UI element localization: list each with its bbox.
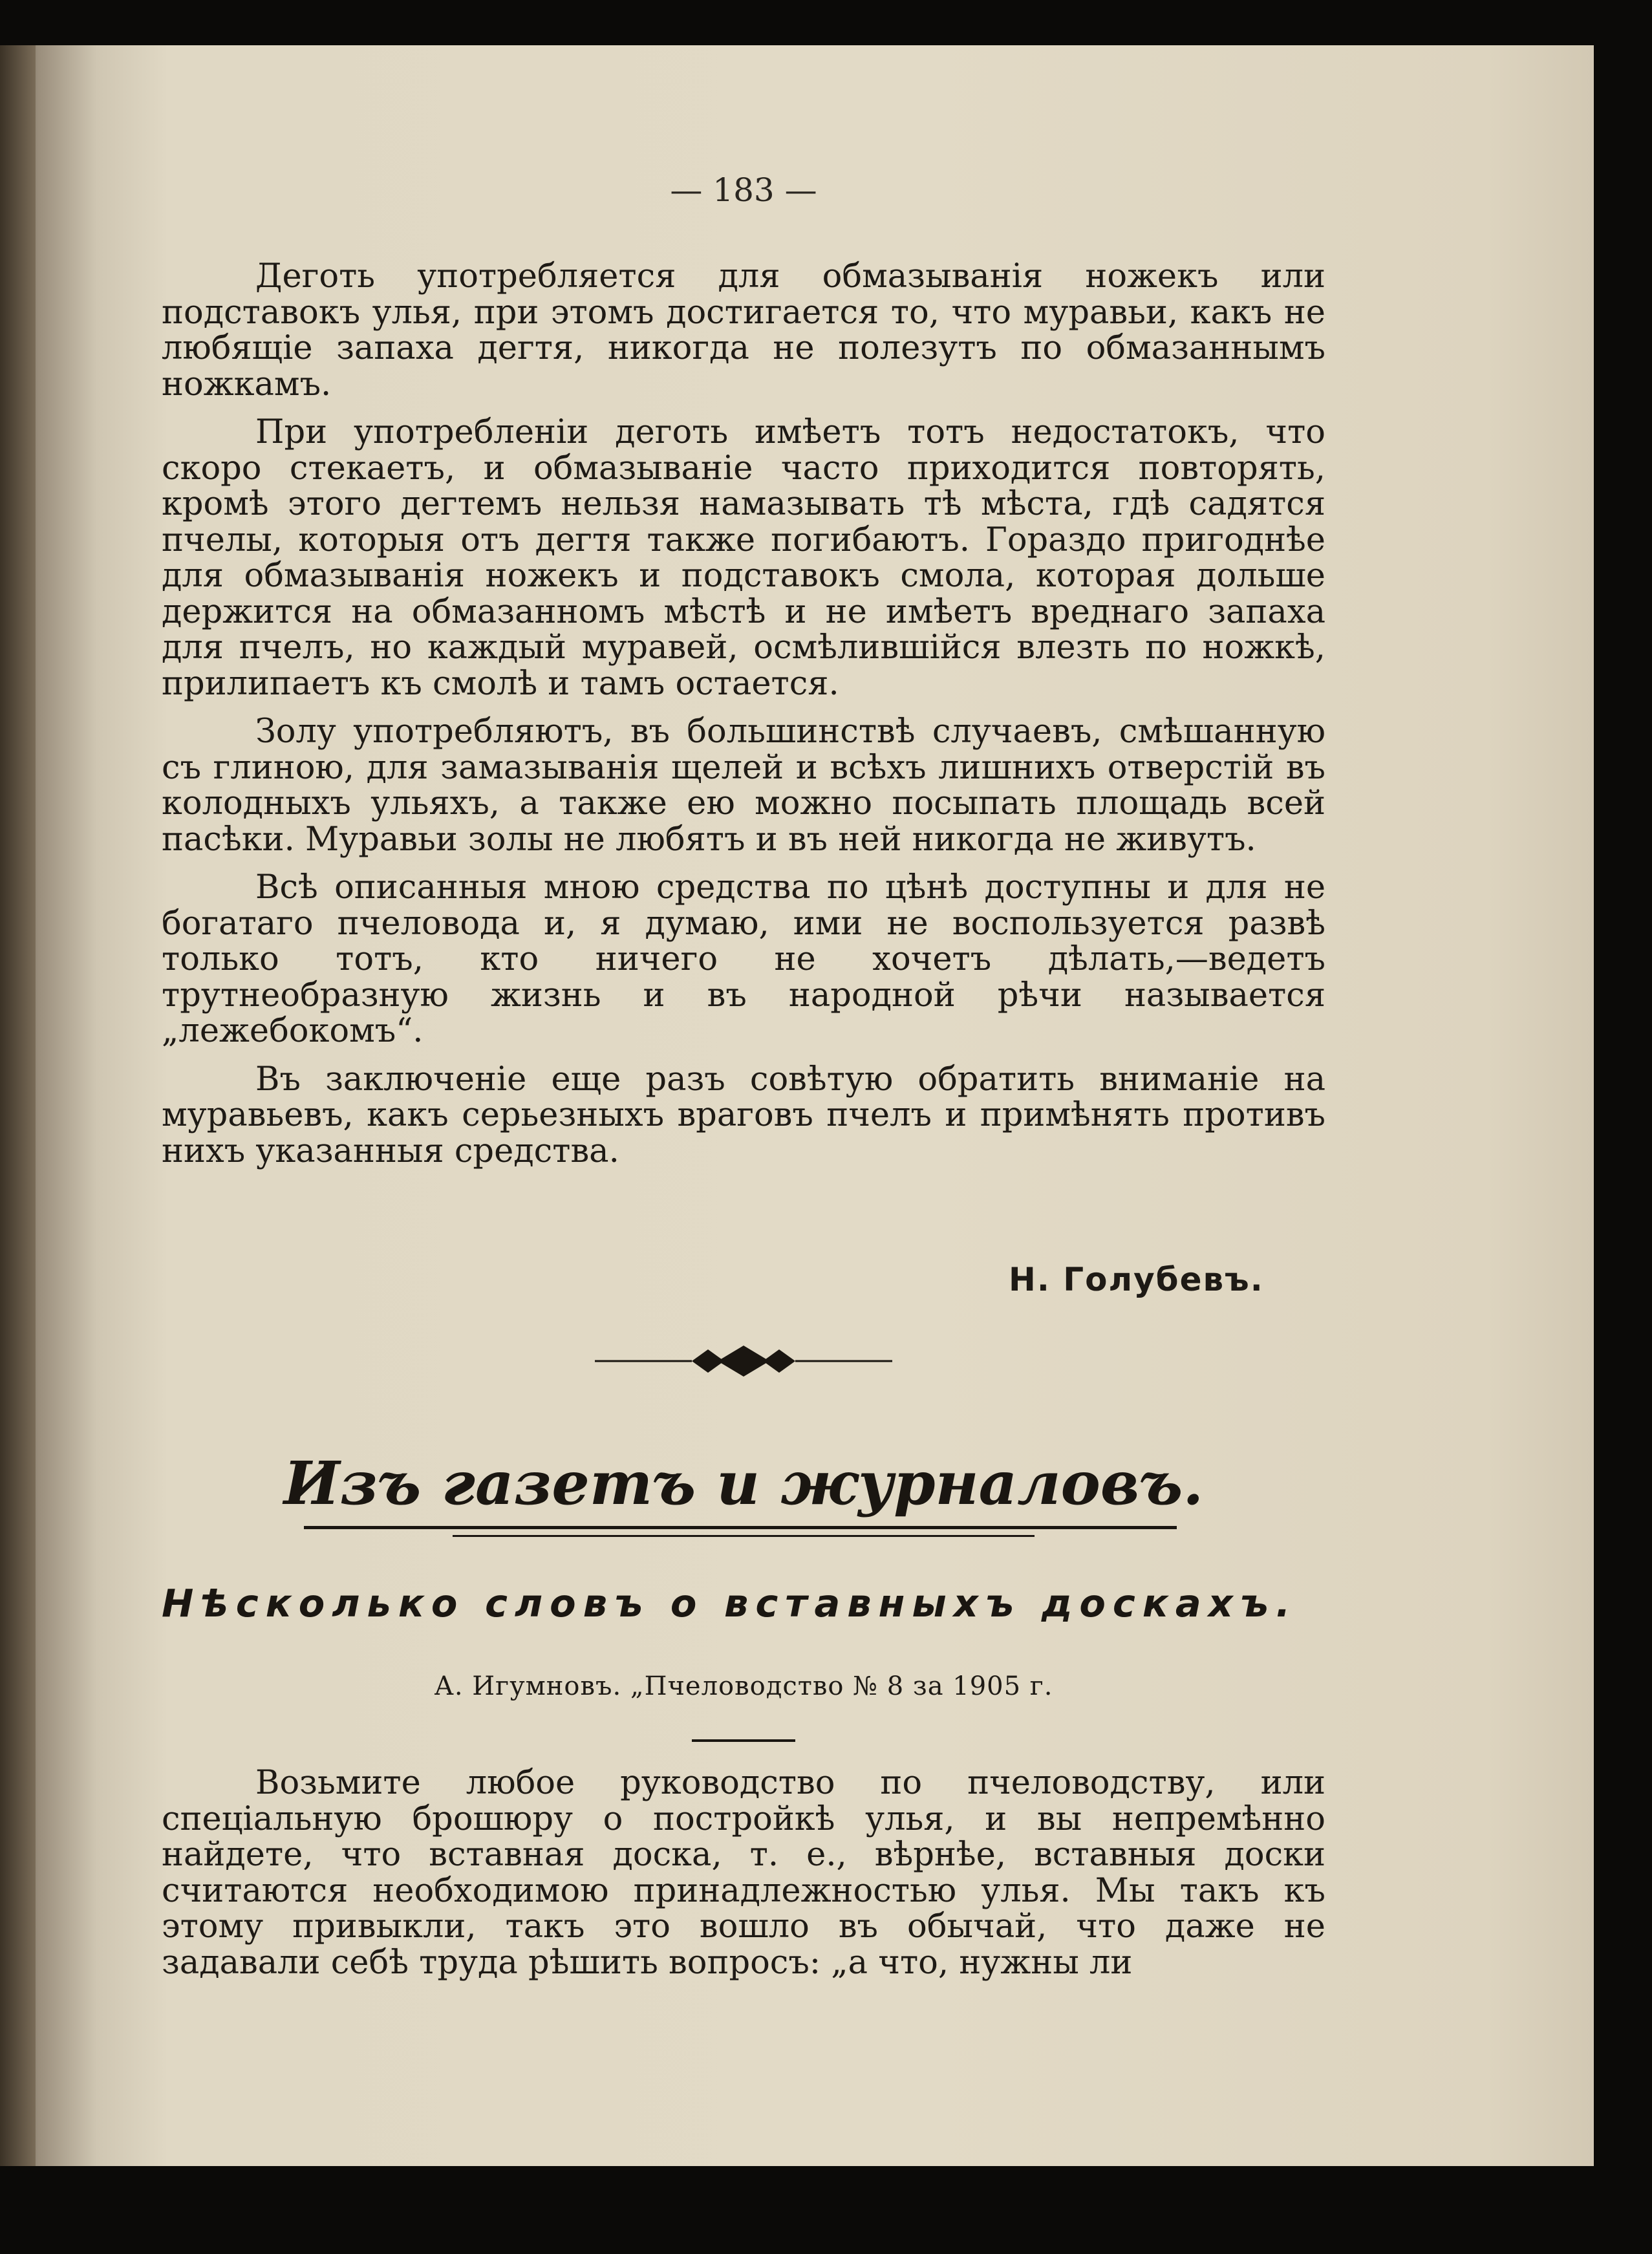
article-source: А. Игумновъ. „Пчеловодство № 8 за 1905 г.: [434, 1671, 1053, 1701]
body-text-top: [162, 259, 1325, 1181]
body-text-bottom: [162, 1765, 1325, 1993]
book-page: [0, 45, 1594, 2166]
paragraph: Всѣ описанныя мною средства по цѣнѣ доступны и для не богатаго пчеловода и, я думаю, ими не воспользуется развѣ только тотъ, кто ничего не хочетъ дѣлать,—ведетъ трутнеобразную жизнь и въ народной рѣчи называется „лежебокомъ“.: [162, 868, 1325, 1050]
paragraph: Деготь употребляется для обмазыванія ножекъ или подставокъ улья, при этомъ достигается то, что муравьи, какъ не любящіе запаха дегтя, никогда не полезутъ по обмазаннымъ ножкамъ.: [162, 257, 1325, 403]
paragraph: Въ заключеніе еще разъ совѣтую обратить вниманіе на муравьевъ, какъ серьезныхъ враговъ пчелъ и примѣнять противъ нихъ указанныя средства.: [162, 1060, 1325, 1170]
section-title-rule: [304, 1526, 1177, 1529]
section-title-rule-thin: [453, 1535, 1035, 1537]
paragraph: Золу употребляютъ, въ большинствѣ случаевъ, смѣшанную съ глиною, для замазыванія щелей и всѣхъ лишнихъ отверстій въ колодныхъ ульяхъ, а также ею можно посыпать площадь всей пасѣки. Муравьи золы не любятъ и въ ней никогда не живутъ.: [162, 713, 1325, 859]
source-rule: [692, 1739, 795, 1742]
divider-ornament: [595, 1342, 892, 1380]
paragraph: Возьмите любое руководство по пчеловодству, или спеціальную брошюру о постройкѣ улья, и вы непремѣнно найдете, что вставная доска, т. е., вѣрнѣе, вставныя доски считаются необходимою принадлежностью улья. Мы такъ къ этому привыкли, такъ это вошло въ обычай, что даже не задавали себѣ труда рѣшить вопросъ: „а что, нужны ли: [162, 1764, 1325, 1982]
section-title: Изъ газетъ и журналовъ.: [283, 1448, 1204, 1518]
article-title: Нѣсколько словъ о вставныхъ доскахъ.: [162, 1581, 1298, 1626]
author-signature: Н. Голубевъ.: [1009, 1261, 1264, 1298]
page-binding-shadow: [0, 45, 36, 2166]
paragraph: При употребленіи деготь имѣетъ тотъ недостатокъ, что скоро стекаетъ, и обмазываніе часто приходится повторять, кромѣ этого дегтемъ нельзя намазывать тѣ мѣста, гдѣ садятся пчелы, которыя отъ дегтя также погибаютъ. Гораздо пригоднѣе для обмазыванія ножекъ и подставокъ смола, которая дольше держится на обмазанномъ мѣстѣ и не имѣетъ вреднаго запаха для пчелъ, но каждый муравей, осмѣлившійся влезть по ножкѣ, прилипаетъ къ смолѣ и тамъ остается.: [162, 413, 1325, 703]
page-number: — 183 —: [670, 171, 817, 209]
